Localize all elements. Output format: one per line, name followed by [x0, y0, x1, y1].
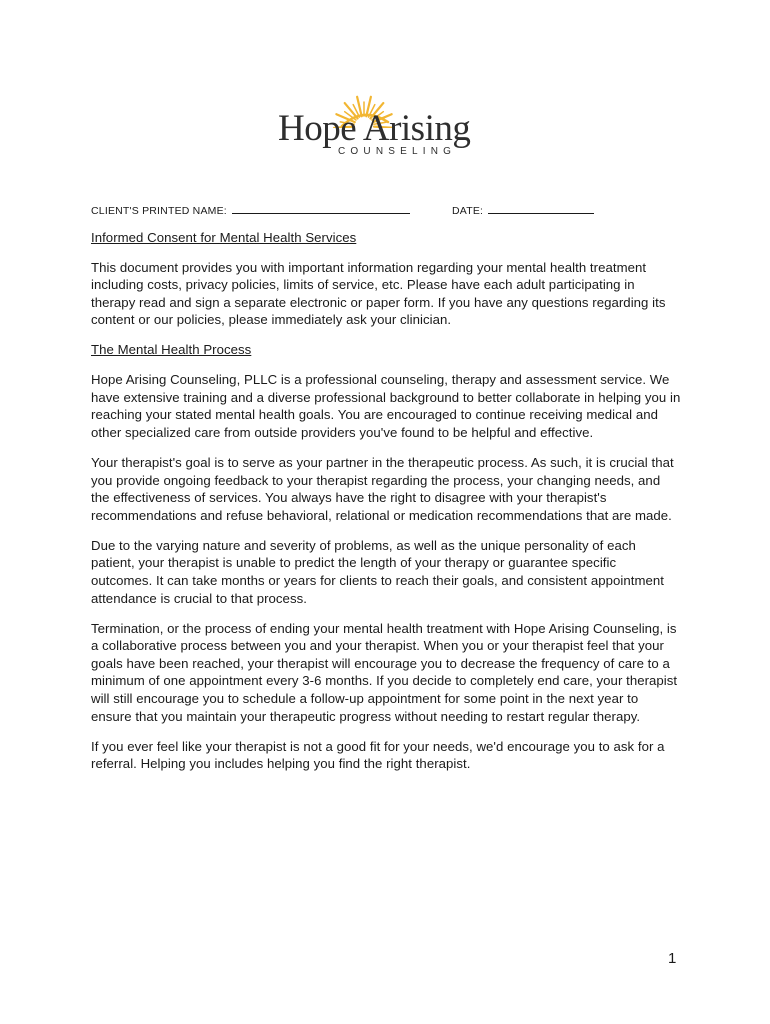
body-paragraph: Hope Arising Counseling, PLLC is a professional counseling, therapy and assessment service. We have extensive training and a diverse professional background to better collaborate in helping you in reaching your stated mental health goals. You are encouraged to continue receiving medical and other specialized care from outside providers you've found to be helpful and effective. — [91, 372, 681, 440]
client-name-field — [91, 204, 410, 217]
client-name-blank-line[interactable] — [232, 204, 410, 214]
date-blank-line[interactable] — [488, 204, 594, 214]
page-number: 1 — [668, 950, 677, 967]
document-title: Informed Consent for Mental Health Services — [91, 230, 357, 245]
section-heading: The Mental Health Process — [91, 342, 252, 358]
body-paragraph: Due to the varying nature and severity of problems, as well as the unique personality of each patient, your therapist is unable to predict the length of your therapy or guarantee specific outcomes. It can take months or years for clients to reach their goals, and consistent appointment attendance is crucial to that process. — [91, 537, 664, 606]
intro-paragraph: This document provides you with important information regarding your mental health treatment including costs, privacy policies, limits of service, etc. Please have each adult participating in therapy read and sign a separate electronic or paper form. If you have any questions regarding its content or our policies, please immediately ask your clinician. — [91, 259, 666, 328]
document-body — [91, 229, 681, 785]
hope-arising-logo — [276, 92, 496, 162]
body-paragraph: Termination, or the process of ending your mental health treatment with Hope Arising Counseling, is a collaborative process between you and your therapist. When you or your therapist feel that your goals have been reached, your therapist will encourage you to decrease the frequency of care to a minimum of one appointment every 3-6 months. If you decide to completely end care, your therapist will still encourage you to schedule a follow-up appointment for some point in the next year to ensure that you maintain your therapeutic progress without needing to restart regular therapy. — [91, 620, 678, 724]
logo-subtitle-text: COUNSELING — [338, 146, 457, 157]
body-paragraph: If you ever feel like your therapist is not a good fit for your needs, we'd encourage you to ask for a referral. Helping you includes helping you find the right therapist. — [91, 738, 665, 772]
date-field — [452, 204, 594, 217]
date-label: DATE: — [452, 205, 484, 217]
logo-brand-text: Hope Arising — [278, 108, 471, 149]
client-name-label: CLIENT'S PRINTED NAME: — [91, 205, 227, 217]
body-paragraph: Your therapist's goal is to serve as your partner in the therapeutic process. As such, it is crucial that you provide ongoing feedback to your therapist regarding the process, your changing needs, and the effectiveness of services. You always have the right to disagree with your therapist's recommendations and refuse behavioral, relational or medication recommendations that are made. — [91, 454, 674, 523]
